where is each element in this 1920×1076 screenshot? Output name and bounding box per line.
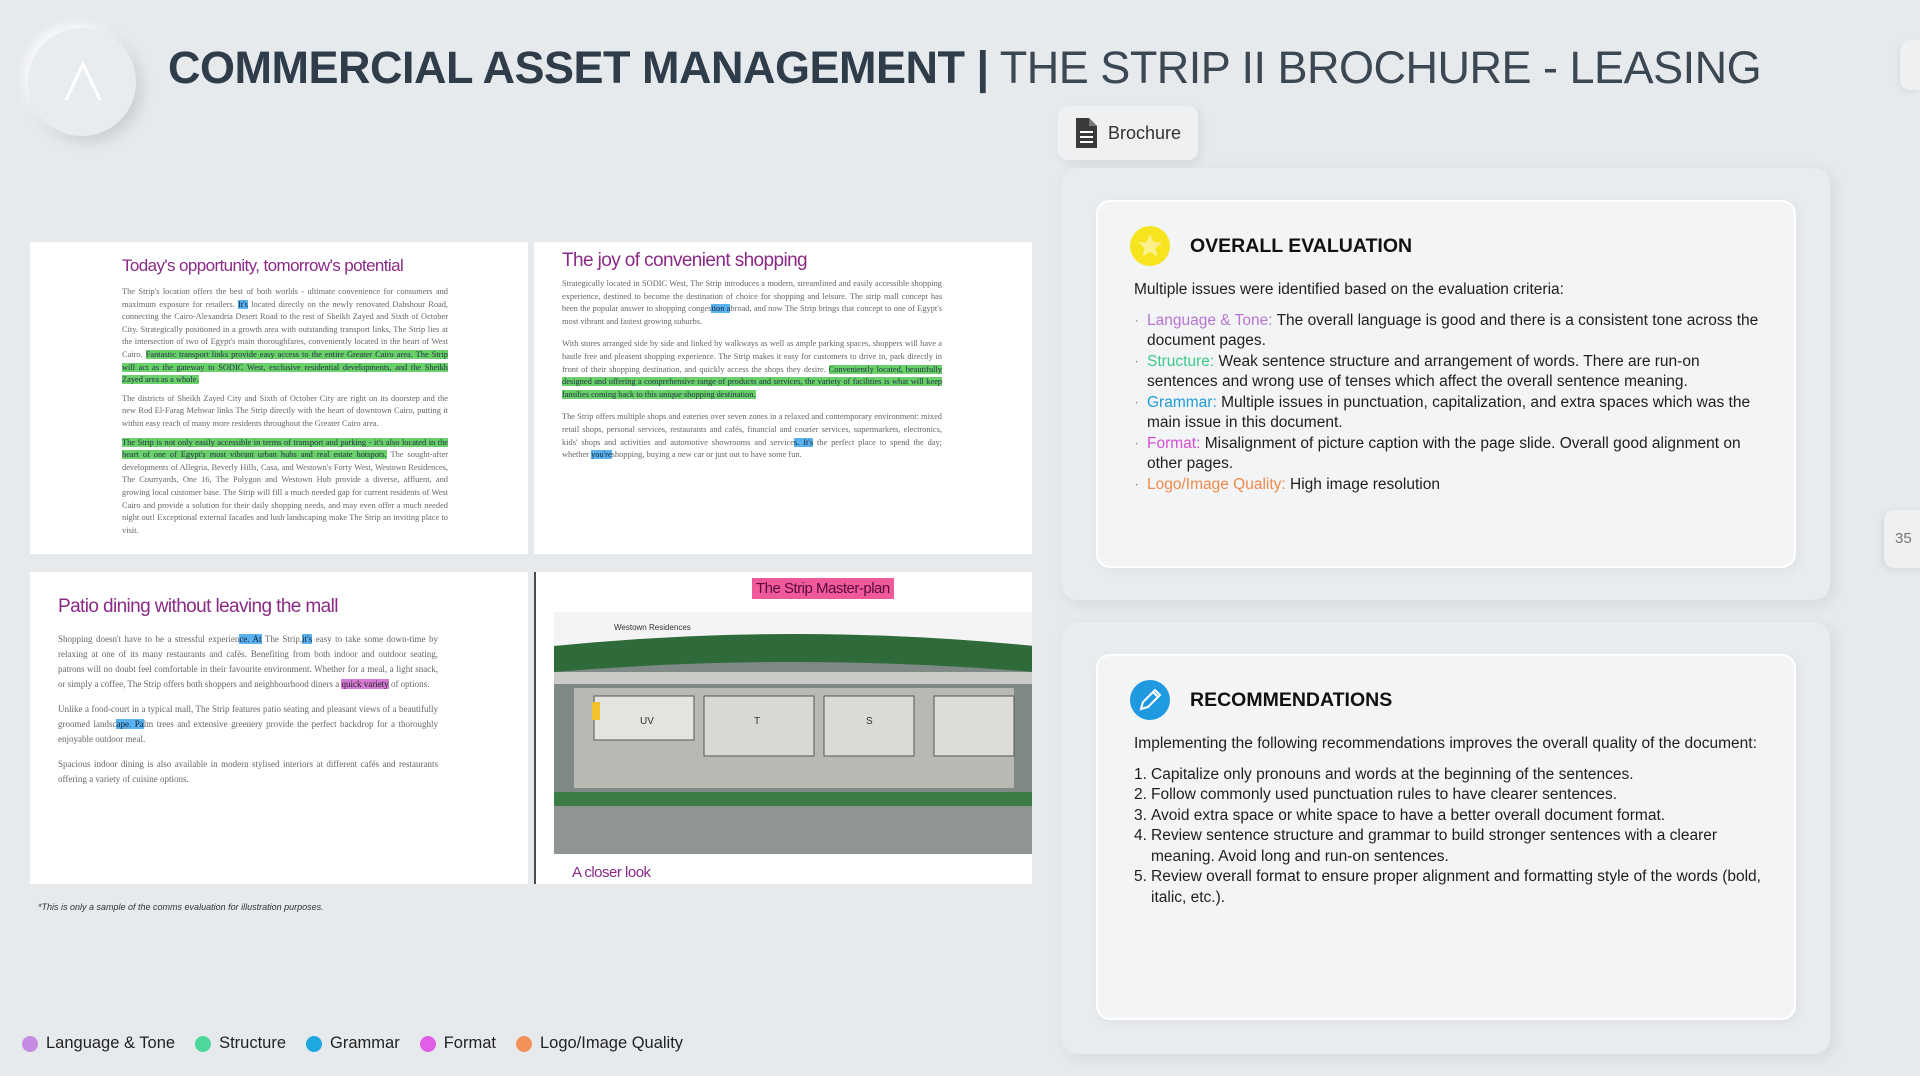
page-2-text-f: shopping, buying a new car or just out to have some fun. — [611, 450, 802, 460]
criterion-text: The overall language is good and there is a consistent tone across the document pages. — [1147, 311, 1759, 349]
recommendation-item — [1134, 785, 1770, 806]
item-number: 4. — [1134, 827, 1147, 844]
masterplan-heading: The Strip Master-plan — [752, 578, 894, 599]
pencil-icon — [1130, 680, 1170, 720]
legend-label: Language & Tone — [46, 1034, 176, 1052]
sample-note: *This is only a sample of the comms evaluation for illustration purposes. — [38, 902, 324, 912]
brochure-tab-label: Brochure — [1108, 122, 1182, 143]
legend-item — [306, 1034, 400, 1053]
page-3-text-c: easy to take some down-time by relaxing at one of its many restaurants and cafés. Benefiting from both indoor and outdoor seating, patrons will no doubt feel comfortable in their favourite environment. Whether for a meal, a light snack, or simply a coffee, The Strip offers both shoppers and neighbourhood diners a — [58, 634, 438, 689]
recommendation-item — [1134, 867, 1770, 908]
brochure-tab[interactable] — [1058, 106, 1198, 160]
recommendations-title: RECOMMENDATIONS — [1190, 688, 1393, 711]
title-bold: COMMERCIAL ASSET MANAGEMENT | — [168, 42, 989, 93]
document-icon — [1074, 117, 1098, 149]
side-handle[interactable] — [1900, 40, 1920, 90]
structure-highlight: Conveniently located, beautifully designed and offering a comprehensive range of products and services, the variety of facilities is what will keep families coming back to this unique shopping destination. — [562, 364, 942, 399]
page-3-text — [58, 632, 438, 787]
closer-look-caption: A closer look — [572, 864, 651, 881]
legend-label: Structure — [219, 1034, 287, 1052]
criterion-text: High image resolution — [1290, 475, 1440, 493]
page-2-text-a: Strategically located in SODIC West, The Strip introduces a modern, streamlined and easily accessible shopping experience, destined to become the destination of choice for shopping and leisure. The strip mall concept has been the popular answer to shopping conges — [562, 279, 942, 314]
zone-s: S — [866, 716, 873, 727]
recommendations-card — [1096, 654, 1796, 1020]
item-number: 1. — [1134, 765, 1147, 783]
recommendations-list — [1134, 765, 1770, 909]
page-2-heading: The joy of convenient shopping — [562, 250, 808, 271]
evaluation-item — [1134, 475, 1770, 496]
page-3-text-d: of options. — [390, 679, 430, 689]
star-icon — [1130, 226, 1170, 266]
item-text: Review sentence structure and grammar to build stronger sentences with a clearer meaning. Avoid long and run-on sentences. — [1151, 827, 1718, 865]
brochure-page-4 — [534, 572, 1032, 884]
page-2-text-b: broad, and now The Strip brings that concept to one of Egypt's most vibrant and fastest growing suburbs. — [562, 304, 942, 326]
page-3-text-a: Shopping doesn't have to be a stressful experien — [58, 634, 240, 644]
map-label: Westown Residences — [614, 623, 691, 632]
page-1-heading: Today's opportunity, tomorrow's potential — [122, 256, 404, 275]
item-text: Avoid extra space or white space to have a better overall document format. — [1151, 806, 1666, 824]
page-2-text-d: The Strip offers multiple shops and eateries over seven zones in a relaxed and contemporary environment: mixed retail shops, personal services, restaurants and cafés, financial and courier services, supermarkets, electronics, kids' shops and activities and automotive showrooms and service — [562, 412, 942, 447]
legend-item — [516, 1034, 683, 1053]
page-2-text-e: the perfect place to spend the day; whether — [562, 437, 942, 460]
recommendation-item — [1134, 765, 1770, 786]
legend-label: Logo/Image Quality — [539, 1034, 684, 1052]
language-highlight: quick variety — [341, 679, 389, 689]
grammar-highlight: it's — [302, 634, 313, 644]
recommendations-panel — [1062, 622, 1830, 1054]
page-1-text-c: The districts of Sheikh Zayed City and Sixth of October City are right on its doorstep and the new Rod El-Farag Mehwar links The Strip directly with the heart of downtown Cairo, putting it within easy reach of many more residents throughout the Greater Cairo area. — [122, 393, 448, 428]
page-1-text-b: located directly on the newly renovated Dahshour Road, connecting the Cairo-Alexandria Desert Road to the rest of Sheikh Zayed and Sixth of October City. Strategically positioned in a growth area with outstanding transport links, The Strip lies at the intersection of two of Egypt's main thoroughfares, conveniently located in the heart of West Cairo. — [122, 299, 449, 359]
brochure-page-1 — [30, 242, 528, 554]
grammar-highlight: ape. Pa — [116, 719, 144, 729]
evaluation-item — [1134, 311, 1770, 352]
page-1-text — [122, 286, 448, 537]
item-text: Review overall format to ensure proper alignment and formatting style of the words (bold, italic, etc.). — [1151, 868, 1761, 906]
page-title — [168, 42, 1761, 94]
evaluation-title: OVERALL EVALUATION — [1190, 234, 1413, 257]
evaluation-list — [1134, 311, 1770, 496]
legend-dot — [22, 1036, 38, 1052]
item-number: 3. — [1134, 806, 1147, 824]
evaluation-item — [1134, 434, 1770, 475]
zone-t: T — [754, 716, 761, 727]
evaluation-item — [1134, 352, 1770, 393]
title-thin: THE STRIP II BROCHURE - LEASING — [999, 42, 1762, 93]
criterion-label: Logo/Image Quality: — [1147, 475, 1286, 493]
evaluation-item — [1134, 393, 1770, 434]
evaluation-header — [1130, 226, 1412, 266]
page-3-text-g: Spacious indoor dining is also available in modern stylised interiors at different cafés and restaurants offering a variety of cuisine options. — [58, 759, 438, 784]
criterion-text: Weak sentence structure and arrangement of words. There are run-on sentences and wrong use of tenses which affect the overall sentence meaning. — [1147, 352, 1700, 390]
legend — [22, 1034, 683, 1053]
page-2-text-c: With stores arranged side by side and linked by walkways as well as ample parking spaces, shoppers will have a hastle free and pleasent shopping experience. The Strip makes it easy for customers to drive in, park directly in front of their shopping destination, and quickly access the shops they desire. — [562, 339, 942, 374]
item-text: Capitalize only pronouns and words at the beginning of the sentences. — [1151, 765, 1634, 783]
criterion-label: Format: — [1147, 434, 1201, 452]
legend-label: Format — [443, 1034, 496, 1052]
recommendation-item — [1134, 806, 1770, 827]
recommendations-body — [1134, 734, 1770, 908]
page-number: 35 — [1884, 510, 1920, 568]
page-2-text — [562, 278, 942, 462]
page-3-heading: Patio dining without leaving the mall — [58, 596, 338, 617]
legend-label: Grammar — [330, 1034, 400, 1052]
recommendations-intro: Implementing the following recommendations improves the overall quality of the document: — [1134, 735, 1757, 752]
evaluation-card — [1096, 200, 1796, 568]
criterion-text: Misalignment of picture caption with the page slide. Overall good alignment on other pages. — [1147, 434, 1741, 472]
item-number: 2. — [1134, 786, 1147, 803]
grammar-highlight: It's — [238, 299, 248, 309]
page-1-text-d: The sought-after developments of Allegria, Beverly Hills, Casa, and Westown's Forty West, Westown Residences, The Courtyards, One 16, The Polygon and Westown Hub provide a diverse, affluent, and growing local customer base. The Strip will fill a much needed gap for current residents of West Cairo and provide a solution for their daily shopping needs, and may even offer a much needed night out! Exceptional external facades and lush landscaping make The Strip an inviting place to visit. — [122, 450, 448, 535]
grammar-highlight: ce. At — [239, 634, 262, 644]
masterplan-map — [554, 612, 1032, 854]
zone-uv: UV — [640, 716, 654, 727]
grammar-highlight: s. It's — [793, 437, 814, 447]
logo-mark-icon — [58, 56, 108, 106]
legend-dot — [516, 1036, 532, 1052]
legend-dot — [195, 1036, 211, 1052]
page-3-text-e: Unlike a food-court in a typical mall, The Strip features patio seating and pleasant views of a beautifully groomed landsc — [58, 704, 438, 729]
page-3-text-b: The Strip, — [264, 634, 303, 644]
recommendations-header — [1130, 680, 1392, 720]
evaluation-panel — [1062, 168, 1830, 600]
criterion-label: Structure: — [1147, 352, 1215, 370]
structure-highlight: The Strip is not only easily accessible in terms of transport and parking - it's also located in the heart of one of Egypt's most vibrant urban hubs and real estate hotspots. — [122, 437, 448, 460]
item-text: Follow commonly used punctuation rules to have clearer sentences. — [1151, 786, 1618, 803]
page-3-text-f: lm trees and extensive greenery provide the perfect backdrop for a thoroughly enjoyable outdoor meal. — [58, 719, 439, 744]
page-1-text-a: The Strip's location offers the best of both worlds - ultimate convenience for consumers and maximum exposure for retailers. — [122, 287, 448, 309]
grammar-highlight: you're — [591, 450, 612, 460]
criterion-label: Grammar: — [1147, 393, 1217, 411]
criterion-label: Language & Tone: — [1147, 311, 1273, 329]
criterion-text: Multiple issues in punctuation, capitalization, and extra spaces which was the main issue in this document. — [1147, 393, 1751, 431]
brochure-page-2 — [534, 242, 1032, 554]
item-number: 5. — [1134, 868, 1147, 885]
evaluation-intro: Multiple issues were identified based on the evaluation criteria: — [1134, 281, 1564, 298]
legend-dot — [306, 1036, 322, 1052]
legend-dot — [420, 1036, 436, 1052]
grammar-highlight: tion a — [711, 304, 731, 314]
legend-item — [420, 1034, 496, 1053]
brochure-page-3 — [30, 572, 528, 884]
legend-item — [195, 1034, 286, 1053]
legend-item — [22, 1034, 175, 1053]
evaluation-body — [1134, 280, 1770, 495]
recommendation-item — [1134, 826, 1770, 867]
structure-highlight: Fantastic transport links provide easy access to the entire Greater Cairo area. The Strip will act as the gateway to SODIC West, exclusive residential developments, and the Sheikh Zayed area as a whole. — [122, 349, 448, 385]
company-logo — [28, 28, 136, 136]
